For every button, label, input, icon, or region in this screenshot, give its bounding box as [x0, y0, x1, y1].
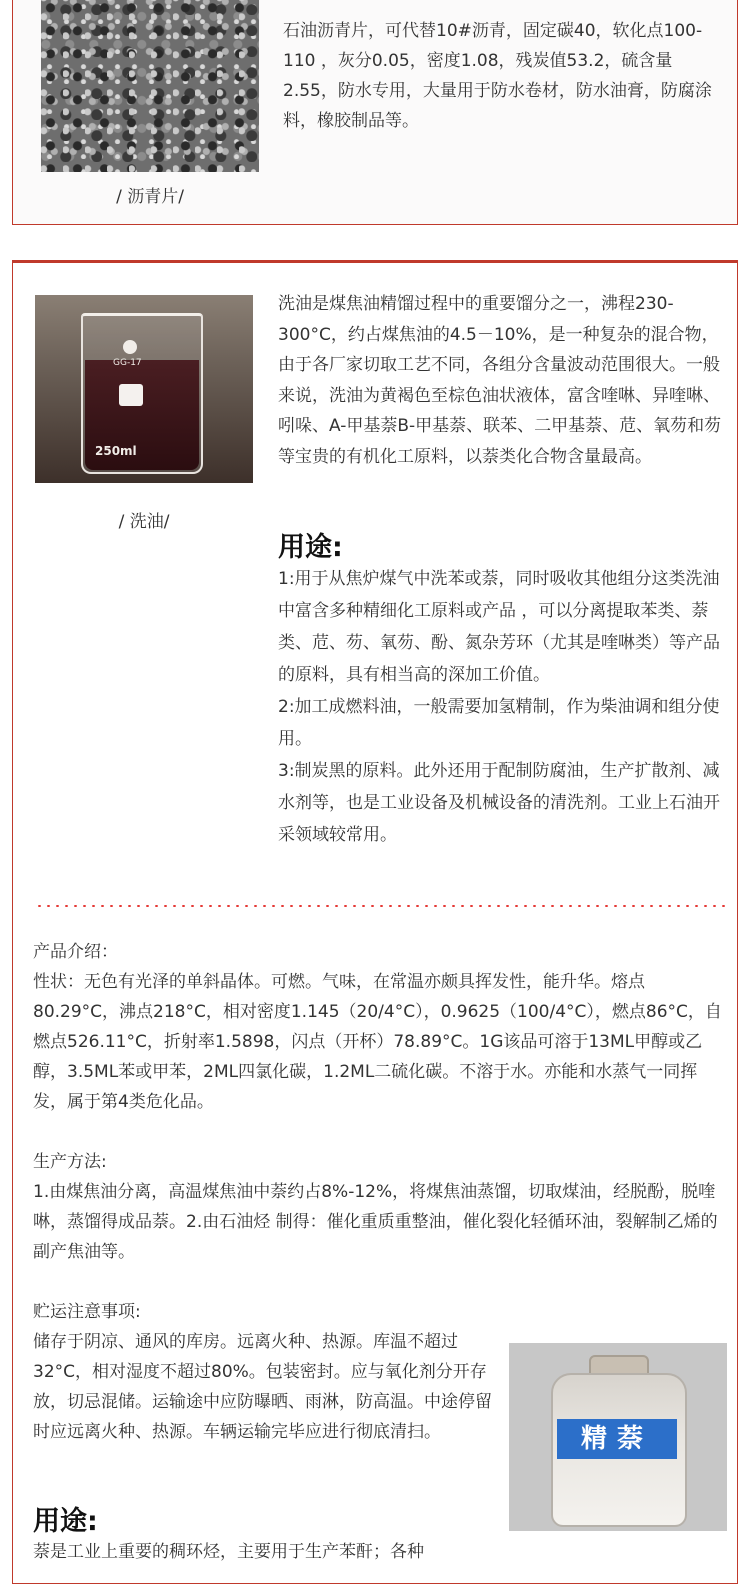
asphalt-caption: / 沥青片/ — [116, 187, 184, 207]
storage-text: 储存于阴凉、通风的库房。远离火种、热源。库温不超过32°C，相对湿度不超过80%。包装密封。应与氧化剂分开存放，切忌混储。运输途中应防曝晒、雨淋，防高温。中途停留时应远离火种、热源。车辆运输完毕应进行彻底清扫。 — [33, 1332, 492, 1442]
jar-label: 精萘 — [557, 1419, 677, 1459]
wash-oil-uses-heading: 用途: — [278, 532, 343, 563]
naphthalene-uses-heading: 用途: — [33, 1506, 98, 1537]
wash-oil-card — [12, 260, 738, 1584]
product-intro-text: 性状：无色有光泽的单斜晶体。可燃。气味，在常温亦颇具挥发性，能升华。熔点80.29°C，沸点218°C，相对密度1.145（20/4°C），0.9625（100/4°C），燃点86°C，自燃点526.11°C，折射率1.5898，闪点（开杯）78.89°C。1G该品可溶于13ML甲醇或乙醇，3.5ML苯或甲苯，2ML四氯化碳，1.2ML二硫化碳。不溶于水。亦能和水蒸气一同挥发，属于第4类危化品。 — [33, 972, 722, 1112]
asphalt-card — [12, 0, 738, 225]
storage-section — [33, 1297, 503, 1447]
beaker-glass — [81, 313, 203, 474]
wash-oil-use-item: 1:用于从焦炉煤气中洗苯或萘，同时吸收其他组分这类洗油中富含多种精细化工原料或产品 ，可以分离提取苯类、萘类、苊、芴、氧芴、酚、氮杂芳环（尤其是喹啉类）等产品的原料，具有相当高的深加工价值。 — [278, 569, 720, 685]
wash-oil-use-item: 2:加工成燃料油，一般需要加氢精制，作为柴油调和组分使用。 — [278, 697, 720, 749]
beaker-gg-text: GG-17 — [113, 358, 142, 368]
storage-label: 贮运注意事项: — [33, 1302, 141, 1322]
wash-oil-description: 洗油是煤焦油精馏过程中的重要馏分之一，沸程230-300°C，约占煤焦油的4.5－10%，是一种复杂的混合物，由于各厂家切取工艺不同，各组分含量波动范围很大。一般来说，洗油为黄褐色至棕色油状液体，富含喹啉、异喹啉、吲哚、A-甲基萘B-甲基萘、联苯、二甲基萘、苊、氧芴和芴等宝贵的有机化工原料，以萘类化合物含量最高。 — [278, 294, 722, 467]
beaker-logo-icon — [123, 340, 137, 354]
wash-oil-use-item: 3:制炭黑的原料。此外还用于配制防腐油，生产扩散剂、减水剂等，也是工业设备及机械设备的清洗剂。工业上石油开采领域较常用。 — [278, 761, 720, 845]
production-method-label: 生产方法: — [33, 1152, 107, 1172]
naphthalene-uses-text: 萘是工业上重要的稠环烃，主要用于生产苯酐；各种 — [33, 1542, 424, 1562]
beaker-volume-text: 250ml — [95, 444, 137, 458]
production-method-text: 1.由煤焦油分离，高温煤焦油中萘约占8%-12%，将煤焦油蒸馏，切取煤油，经脱酚，脱喹啉，蒸馏得成品萘。2.由石油烃 制得：催化重质重整油，催化裂化轻循环油，裂解制乙烯的副产焦油等。 — [33, 1182, 718, 1262]
asphalt-description: 石油沥青片，可代替10#沥青，固定碳40，软化点100-110 ，灰分0.05，密度1.08，残炭值53.2，硫含量2.55，防水专用，大量用于防水卷材，防水油膏，防腐涂料，橡胶制品等。 — [283, 21, 712, 131]
beaker-label-box — [119, 384, 143, 406]
asphalt-flakes-image — [41, 0, 259, 172]
wash-oil-uses-list — [278, 563, 723, 851]
jar-body — [551, 1373, 687, 1527]
wash-oil-beaker-image — [35, 295, 253, 483]
naphthalene-jar-image — [509, 1343, 727, 1531]
product-intro-section — [33, 937, 723, 1117]
dotted-divider — [35, 905, 727, 907]
wash-oil-caption: / 洗油/ — [118, 512, 170, 532]
production-method-section — [33, 1147, 723, 1267]
product-intro-label: 产品介绍： — [33, 942, 118, 962]
